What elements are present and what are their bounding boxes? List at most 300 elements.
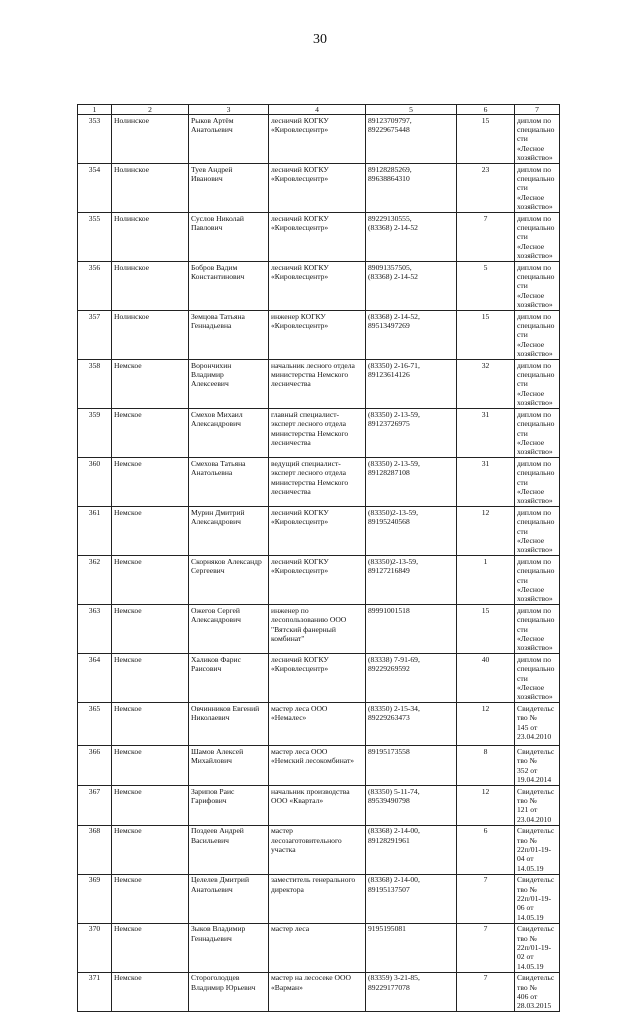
phone-numbers [366,972,457,1012]
forestry-district: Нолинское [112,311,189,360]
phone-numbers-line: 89195137507 [368,884,410,894]
phone-numbers-line: 89195173558 [368,746,410,756]
qualification-document [515,409,560,458]
phone-numbers [366,786,457,826]
qualification-document-line: диплом по [517,164,551,174]
job-position-line: лесопользованию ООО [271,615,347,625]
phone-numbers [366,746,457,786]
qualification-document [515,507,560,556]
qualification-document-line: диплом по [517,262,551,272]
job-position-line: «Немалес» [271,713,307,723]
forestry-district: Немское [112,703,189,746]
row-number: 368 [78,825,112,874]
job-position [269,213,366,262]
header-col-4: 4 [269,105,366,115]
qualification-document-line: 14.05.19 [517,863,544,873]
qualification-document [515,746,560,786]
full-name-line: Павлович [191,222,223,232]
qualification-document-line: специальности [517,468,555,487]
phone-numbers-line: 89127216849 [368,566,410,576]
full-name [189,115,269,164]
phone-numbers [366,115,457,164]
full-name-line: Халиков Фарис [191,654,241,664]
full-name [189,458,269,507]
job-position [269,311,366,360]
full-name-line: Васильевич [191,835,229,845]
full-name [189,311,269,360]
full-name-line: Михайлович [191,756,233,766]
full-name-line: Алексеевич [191,379,229,389]
qualification-document-line: специальности [517,124,555,144]
job-position-line: лесничий КОГКУ [271,164,329,174]
full-name-line: Анатольевна [191,468,233,478]
phone-numbers-line: 89123709797, [368,115,412,125]
table-row [78,311,560,360]
full-name-line: Земцова Татьяна [191,311,245,321]
row-number: 357 [78,311,112,360]
row-number: 358 [78,360,112,409]
phone-numbers-line: (83368) 2-14-52, [368,311,420,321]
forestry-district: Немское [112,786,189,826]
row-number: 356 [78,262,112,311]
work-experience: 7 [457,923,515,972]
job-position [269,409,366,458]
full-name [189,213,269,262]
qualification-document-line: 121 от 23.04.2010 [517,805,552,824]
job-position-line: мастер леса ООО [271,746,328,756]
table-row [78,605,560,654]
row-number: 354 [78,164,112,213]
table-row [78,164,560,213]
table-row [78,654,560,703]
job-position-line: мастер леса [271,924,310,934]
qualification-document-line: «Лесное хозяйство» [517,192,553,212]
phone-numbers [366,164,457,213]
qualification-document-line: диплом по [517,605,551,615]
work-experience: 1 [457,556,515,605]
qualification-document-line: 22п/01-19-04 от [517,844,552,864]
qualification-document-line: диплом по [517,556,551,566]
qualification-document-line: Свидетельство № [517,973,555,992]
job-position [269,360,366,409]
job-position-line: начальник производства [271,786,350,796]
full-name [189,409,269,458]
work-experience: 32 [457,360,515,409]
qualification-document-line: Свидетельство № [517,703,555,723]
phone-numbers [366,874,457,923]
full-name [189,825,269,874]
phone-numbers-line: 89091357505, [368,262,412,272]
job-position [269,654,366,703]
full-name [189,923,269,972]
table-row [78,972,560,1012]
full-name-line: Александрович [191,419,241,429]
forestry-district: Немское [112,654,189,703]
qualification-document-line: «Лесное хозяйство» [517,585,553,604]
job-position-line: лесничий КОГКУ [271,262,329,272]
phone-numbers [366,409,457,458]
header-row [78,105,560,115]
forestry-district: Нолинское [112,115,189,164]
job-position [269,923,366,972]
row-number: 361 [78,507,112,556]
job-position-line: «Кировлесцентр» [271,321,329,331]
full-name-line: Зыков Владимир [191,924,246,934]
qualification-document-line: 22п/01-19-06 от [517,893,552,913]
table-row [78,923,560,972]
qualification-document [515,458,560,507]
full-name [189,746,269,786]
full-name [189,605,269,654]
header-col-6: 6 [457,105,515,115]
work-experience: 15 [457,605,515,654]
qualification-document [515,164,560,213]
job-position [269,703,366,746]
full-name-line: Гарифович [191,795,227,805]
row-number: 367 [78,786,112,826]
job-position-line: "Вятский фанерный [271,624,336,634]
qualification-document-line: 145 от 23.04.2010 [517,722,552,742]
work-experience: 23 [457,164,515,213]
qualification-document-line: специальности [517,222,555,242]
table-row [78,507,560,556]
phone-numbers [366,262,457,311]
full-name [189,786,269,826]
phone-numbers-line: 89229269592 [368,664,410,674]
phone-numbers [366,311,457,360]
row-number: 371 [78,972,112,1012]
full-name-line: Николаевич [191,713,230,723]
phone-numbers-line: (83350) 2-15-34, [368,703,420,713]
table-row [78,409,560,458]
work-experience: 7 [457,874,515,923]
job-position [269,164,366,213]
job-position-line: лесничий КОГКУ [271,507,329,517]
table-row [78,213,560,262]
qualification-document-line: специальности [517,321,555,340]
header-col-2: 2 [112,105,189,115]
job-position-line: мастер на лесосеке ООО [271,973,351,983]
work-experience: 31 [457,458,515,507]
job-position [269,556,366,605]
qualification-document [515,360,560,409]
phone-numbers [366,825,457,874]
table-row [78,786,560,826]
row-number: 360 [78,458,112,507]
qualification-document-line: «Лесное хозяйство» [517,437,553,457]
qualification-document [515,654,560,703]
work-experience: 12 [457,786,515,826]
qualification-document-line: специальности [517,419,555,438]
qualification-document-line: диплом по [517,409,551,419]
full-name-line: Ожегов Сергей [191,605,240,615]
qualification-document-line: «Лесное хозяйство» [517,290,553,310]
work-experience: 12 [457,703,515,746]
phone-numbers-line: (83350) 2-13-59, [368,409,420,419]
full-name-line: Бобров Вадим [191,262,238,272]
work-experience: 12 [457,507,515,556]
work-experience: 40 [457,654,515,703]
job-position [269,746,366,786]
job-position-line: ООО «Квартал» [271,795,324,805]
phone-numbers-line: 89539490798 [368,795,410,805]
phone-numbers-line: 89123614126 [368,370,410,380]
full-name-line: Ворончихин [191,360,232,370]
full-name [189,262,269,311]
qualification-document [515,115,560,164]
job-position [269,874,366,923]
phone-numbers [366,654,457,703]
work-experience: 8 [457,746,515,786]
full-name-line: Владимир Юрьевич [191,982,256,992]
qualification-document-line: диплом по [517,213,551,223]
qualification-document [515,972,560,1012]
qualification-document-line: «Лесное хозяйство» [517,535,553,555]
full-name-line: Смехова Татьяна [191,458,246,468]
full-name-line: Константинович [191,272,245,281]
job-position-line: комбинат" [271,634,305,644]
full-name-line: Туев Андрей [191,164,233,174]
job-position-line: министерства Немского [271,428,349,438]
job-position-line: лесничества [271,437,311,447]
full-name [189,654,269,703]
row-number: 366 [78,746,112,786]
forestry-district: Немское [112,409,189,458]
full-name-line: Зарипов Раис [191,786,235,796]
qualification-document-line: специальности [517,173,555,193]
job-position-line: «Варман» [271,982,303,992]
job-position-line: «Немский лесокомбинат» [271,756,355,766]
forestry-district: Немское [112,360,189,409]
full-name [189,164,269,213]
qualification-document-line: диплом по [517,360,551,370]
job-position-line: инженер КОГКУ [271,311,326,321]
full-name-line: Поздеев Андрей [191,826,244,836]
phone-numbers-line: 89128287108 [368,468,410,478]
full-name-line: Целелев Дмитрий [191,875,250,885]
forestry-district: Нолинское [112,262,189,311]
phone-numbers [366,605,457,654]
header-col-1: 1 [78,105,112,115]
job-position [269,507,366,556]
table-row [78,458,560,507]
row-number: 369 [78,874,112,923]
job-position-line: «Кировлесцентр» [271,124,329,134]
phone-numbers-line: (83368) 2-14-52 [368,272,418,281]
qualification-document [515,556,560,605]
full-name [189,874,269,923]
full-name [189,556,269,605]
full-name-line: Шамов Алексей [191,746,244,756]
qualification-document [515,825,560,874]
page-number: 30 [313,32,327,47]
phone-numbers-line: (83350) 5-11-74, [368,786,420,796]
table-row [78,556,560,605]
job-position-line: министерства Немского [271,477,349,487]
full-name-line: Скорняков Александр [191,556,262,566]
qualification-document-line: Свидетельство № [517,924,555,943]
work-experience: 15 [457,115,515,164]
job-position-line: «Кировлесцентр» [271,566,329,576]
phone-numbers-line: 89229130555, [368,213,412,223]
full-name-line: Раисович [191,664,222,674]
qualification-document-line: Свидетельство № [517,786,555,805]
table-row [78,703,560,746]
job-position [269,786,366,826]
full-name [189,972,269,1012]
full-name-line: Геннадьевич [191,933,232,943]
header-col-5: 5 [366,105,457,115]
phone-numbers-line: (83350)2-13-59, [368,556,418,566]
phone-numbers-line: 9195195081 [368,924,406,934]
full-name-line: Рыков Артём [191,115,234,125]
full-name-line: Овчинников Евгений [191,703,260,713]
work-experience: 6 [457,825,515,874]
full-name [189,360,269,409]
phone-numbers [366,923,457,972]
forestry-district: Немское [112,746,189,786]
phone-numbers [366,458,457,507]
job-position-line: директора [271,884,304,894]
job-position-line: министерства Немского [271,370,349,380]
job-position [269,458,366,507]
job-position-line: лесничий КОГКУ [271,213,329,223]
full-name-line: Александрович [191,615,241,625]
qualification-document [515,262,560,311]
qualification-document-line: 352 от 19.04.2014 [517,765,552,785]
qualification-document-line: «Лесное хозяйство» [517,486,553,506]
full-name-line: Иванович [191,173,223,183]
qualification-document-line: диплом по [517,507,551,517]
phone-numbers-line: 89123726975 [368,419,410,429]
header-col-7: 7 [515,105,560,115]
forestry-district: Немское [112,874,189,923]
qualification-document-line: специальности [517,664,555,683]
job-position [269,115,366,164]
qualification-document-line: специальности [517,370,555,389]
phone-numbers-line: 89991001518 [368,605,410,615]
job-position-line: лесничий КОГКУ [271,654,329,664]
phone-numbers [366,703,457,746]
forestry-district: Немское [112,825,189,874]
job-position-line: «Кировлесцентр» [271,272,329,281]
phone-numbers [366,507,457,556]
row-number: 355 [78,213,112,262]
qualification-document-line: «Лесное хозяйство» [517,241,553,261]
phone-numbers-line: (83350) 2-13-59, [368,458,420,468]
qualification-document-line: 406 от 28.03.2015 [517,992,552,1011]
full-name-line: Сергеевич [191,566,225,576]
specialists-table [77,104,560,1012]
table-row [78,262,560,311]
qualification-document-line: 14.05.19 [517,912,544,922]
qualification-document-line: диплом по [517,458,551,468]
table-row [78,360,560,409]
full-name-line: Геннадьевна [191,321,232,331]
phone-numbers [366,213,457,262]
table-row [78,115,560,164]
job-position [269,825,366,874]
phone-numbers-line: (83368) 2-14-52 [368,222,418,232]
qualification-document-line: Свидетельство № [517,826,555,845]
table-row [78,874,560,923]
job-position-line: заместитель генерального [271,875,356,885]
job-position-line: мастер леса ООО [271,703,328,713]
job-position-line: лесничества [271,486,311,496]
phone-numbers-line: 89195240568 [368,517,410,527]
job-position [269,972,366,1012]
job-position-line: начальник лесного отдела [271,360,355,370]
qualification-document-line: диплом по [517,311,551,321]
phone-numbers-line: (83368) 2-14-00, [368,875,420,885]
forestry-district: Немское [112,923,189,972]
phone-numbers-line: (83359) 3-21-85, [368,973,420,983]
phone-numbers-line: (83338) 7-91-69, [368,654,420,664]
qualification-document [515,605,560,654]
qualification-document-line: специальности [517,272,555,291]
forestry-district: Немское [112,458,189,507]
row-number: 370 [78,923,112,972]
header-col-3: 3 [189,105,269,115]
qualification-document-line: специальности [517,566,555,585]
full-name-line: Суслов Николай [191,213,244,223]
qualification-document [515,923,560,972]
work-experience: 7 [457,972,515,1012]
forestry-district: Немское [112,507,189,556]
phone-numbers [366,360,457,409]
job-position-line: мастер [271,826,293,836]
phone-numbers-line: (83368) 2-14-00, [368,826,420,836]
job-position-line: инженер по [271,605,309,615]
job-position-line: лесничества [271,379,311,389]
full-name-line: Смехов Михаил [191,409,243,419]
phone-numbers-line: 89229177078 [368,982,410,992]
job-position-line: «Кировлесцентр» [271,664,329,674]
job-position [269,262,366,311]
row-number: 362 [78,556,112,605]
phone-numbers-line: (83350)2-13-59, [368,507,418,517]
qualification-document-line: «Лесное хозяйство» [517,388,553,408]
job-position-line: «Кировлесцентр» [271,222,329,232]
phone-numbers-line: 89513497269 [368,321,410,331]
qualification-document [515,703,560,746]
qualification-document [515,311,560,360]
row-number: 353 [78,115,112,164]
qualification-document-line: «Лесное хозяйство» [517,683,553,702]
forestry-district: Нолинское [112,213,189,262]
forestry-district: Немское [112,556,189,605]
job-position-line: главный специалист- [271,409,340,419]
qualification-document-line: «Лесное хозяйство» [517,143,553,163]
qualification-document-line: «Лесное хозяйство» [517,634,553,653]
qualification-document-line: Свидетельство № [517,875,555,894]
work-experience: 7 [457,213,515,262]
phone-numbers [366,556,457,605]
job-position-line: эксперт лесного отдела [271,419,346,429]
qualification-document [515,213,560,262]
work-experience: 5 [457,262,515,311]
qualification-document-line: 14.05.19 [517,961,544,971]
qualification-document-line: 22п/01-19-02 от [517,943,552,962]
full-name-line: Стороголодцев [191,973,240,983]
job-position [269,605,366,654]
table-row [78,825,560,874]
full-name-line: Владимир [191,370,224,380]
phone-numbers-line: 89229675448 [368,124,410,134]
full-name-line: Мурин Дмитрий [191,507,245,517]
row-number: 359 [78,409,112,458]
job-position-line: лесничий КОГКУ [271,115,329,125]
